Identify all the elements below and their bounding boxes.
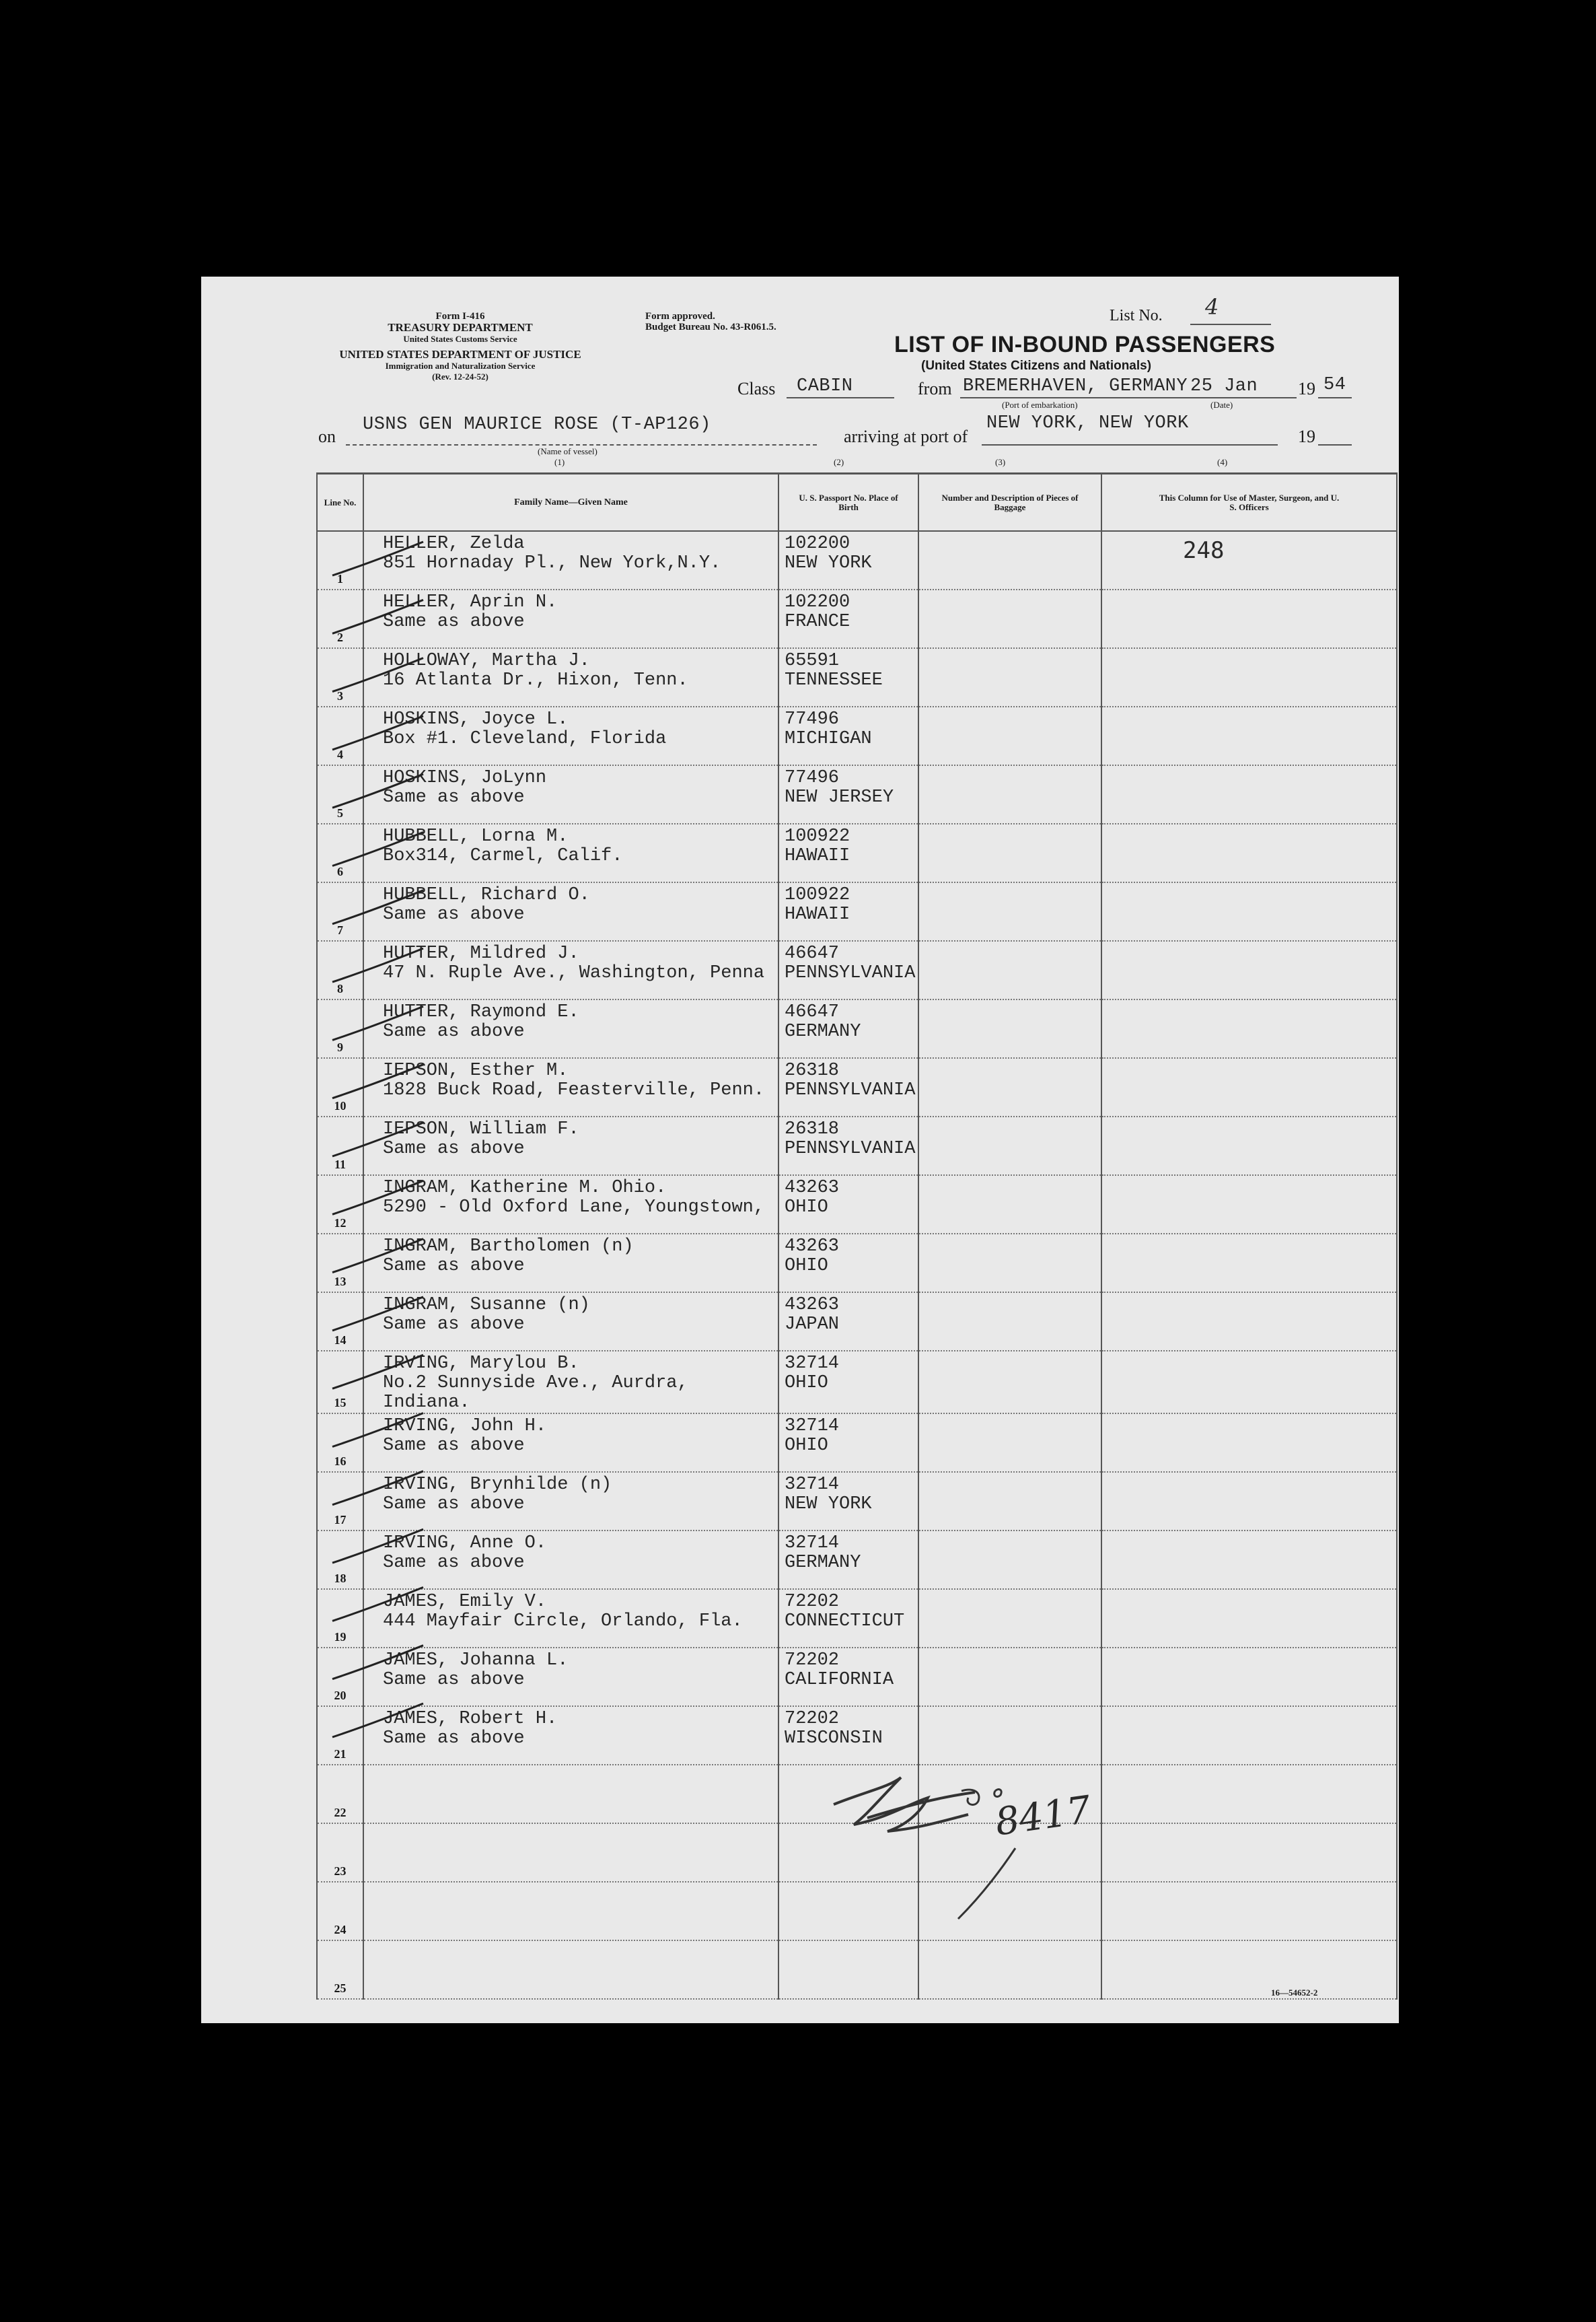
col-header-line: Line No. — [317, 474, 363, 532]
passenger-address: Same as above — [383, 1670, 525, 1690]
passenger-name: JAMES, Emily V. — [383, 1592, 547, 1612]
passenger-address: Box314, Carmel, Calif. — [383, 846, 623, 866]
passenger-address: Same as above — [383, 905, 525, 925]
date-value: 25 Jan — [1190, 376, 1258, 396]
check-mark — [332, 658, 423, 692]
check-mark — [332, 1646, 423, 1679]
passenger-name: HOLLOWAY, Martha J. — [383, 651, 590, 671]
passenger-name: HUTTER, Mildred J. — [383, 944, 579, 964]
passport-number: 26318 — [785, 1061, 840, 1081]
passport-number: 65591 — [785, 651, 840, 671]
place-of-birth: PENNSYLVANIA — [785, 963, 916, 983]
arriving-label: arriving at port of — [844, 427, 968, 446]
check-mark — [332, 1703, 423, 1737]
line-number: 7 — [337, 923, 343, 937]
passenger-address: 1828 Buck Road, Feasterville, Penn. — [383, 1080, 765, 1100]
passenger-name: INGRAM, Bartholomen (n) — [383, 1236, 634, 1257]
passport-number: 77496 — [785, 768, 840, 788]
passenger-address: Same as above — [383, 1436, 525, 1456]
check-mark — [332, 1239, 423, 1273]
passenger-address: Same as above — [383, 1494, 525, 1514]
passenger-address: No.2 Sunnyside Ave., Aurdra, Indiana. — [383, 1373, 688, 1413]
year-suffix: 54 — [1323, 375, 1346, 395]
passenger-address: Same as above — [383, 1139, 525, 1159]
passport-number: 43263 — [785, 1178, 840, 1198]
class-value: CABIN — [797, 376, 853, 396]
footer-code: 16—54652-2 — [1271, 1987, 1318, 1998]
col-header-name: Family Name—Given Name — [363, 474, 778, 532]
check-mark — [332, 716, 423, 750]
year-prefix: 19 — [1298, 379, 1315, 398]
line-number: 2 — [337, 631, 343, 644]
vessel-value: USNS GEN MAURICE ROSE (T-AP126) — [363, 415, 711, 435]
line-number: 14 — [334, 1333, 347, 1347]
place-of-birth: GERMANY — [785, 1553, 861, 1573]
passenger-name: IEPSON, Esther M. — [383, 1061, 569, 1081]
form-id: Form I-416 — [435, 311, 485, 322]
place-of-birth: GERMANY — [785, 1022, 861, 1042]
budget-bureau: Budget Bureau No. 43-R061.5. — [645, 322, 776, 332]
manifest-page — [201, 277, 1399, 2023]
place-of-birth: HAWAII — [785, 905, 850, 925]
col-header-officers: This Column for Use of Master, Surgeon, and U. S. Officers — [1101, 474, 1397, 532]
place-of-birth: MICHIGAN — [785, 729, 872, 749]
line-number: 15 — [334, 1396, 347, 1409]
passenger-name: HELLER, Aprin N. — [383, 592, 558, 612]
place-of-birth: OHIO — [785, 1373, 828, 1393]
line-number: 25 — [334, 1981, 347, 1995]
passenger-name: IRVING, John H. — [383, 1416, 547, 1436]
col-header-passport: U. S. Passport No. Place of Birth — [778, 474, 918, 532]
line-number: 10 — [334, 1099, 347, 1113]
form-approval: Form approved. — [645, 311, 715, 322]
passenger-address: 5290 - Old Oxford Lane, Youngstown, — [383, 1197, 765, 1218]
passenger-name: IEPSON, William F. — [383, 1119, 579, 1139]
passenger-address: 16 Atlanta Dr., Hixon, Tenn. — [383, 670, 688, 691]
col-num-2: (2) — [834, 457, 844, 467]
passenger-address: 851 Hornaday Pl., New York,N.Y. — [383, 553, 721, 573]
passenger-address: Same as above — [383, 1553, 525, 1573]
passenger-name: INGRAM, Katherine M. Ohio. — [383, 1178, 667, 1198]
passenger-name: HUBBELL, Lorna M. — [383, 826, 569, 847]
passport-number: 100922 — [785, 885, 850, 905]
place-of-birth: OHIO — [785, 1197, 828, 1218]
place-of-birth: OHIO — [785, 1436, 828, 1456]
place-of-birth: PENNSYLVANIA — [785, 1080, 916, 1100]
passport-number: 43263 — [785, 1236, 840, 1257]
check-mark — [332, 1006, 423, 1040]
passenger-name: JAMES, Robert H. — [383, 1709, 558, 1729]
passenger-address: 47 N. Ruple Ave., Washington, Penna — [383, 963, 765, 983]
line-number: 4 — [337, 748, 343, 761]
passenger-name: JAMES, Johanna L. — [383, 1650, 569, 1670]
passenger-name: HOSKINS, Joyce L. — [383, 709, 569, 730]
passport-number: 72202 — [785, 1592, 840, 1612]
class-label: Class — [737, 379, 776, 398]
place-of-birth: HAWAII — [785, 846, 850, 866]
check-mark — [332, 542, 423, 575]
line-number: 18 — [334, 1572, 347, 1585]
passport-number: 32714 — [785, 1353, 840, 1374]
passport-number: 26318 — [785, 1119, 840, 1139]
vessel-note: (Name of vessel) — [538, 446, 597, 456]
passenger-name: INGRAM, Susanne (n) — [383, 1295, 590, 1315]
passenger-name: IRVING, Anne O. — [383, 1533, 547, 1553]
line-number: 16 — [334, 1454, 347, 1468]
customs-service: United States Customs Service — [403, 334, 517, 344]
justice-department: UNITED STATES DEPARTMENT OF JUSTICE — [339, 348, 581, 361]
passport-number: 102200 — [785, 534, 850, 554]
passport-number: 46647 — [785, 944, 840, 964]
passenger-address: 444 Mayfair Circle, Orlando, Fla. — [383, 1611, 743, 1631]
col-num-1: (1) — [554, 457, 565, 467]
line-number: 24 — [334, 1923, 347, 1936]
check-mark — [332, 774, 423, 808]
list-no-value: 4 — [1205, 294, 1219, 320]
line-number: 1 — [337, 572, 343, 586]
place-of-birth: FRANCE — [785, 612, 850, 632]
line-number: 23 — [334, 1864, 347, 1878]
passport-number: 72202 — [785, 1650, 840, 1670]
place-of-birth: PENNSYLVANIA — [785, 1139, 916, 1159]
passenger-address: Same as above — [383, 1022, 525, 1042]
form-revision: (Rev. 12-24-52) — [432, 372, 488, 382]
line-number: 12 — [334, 1216, 347, 1230]
check-mark — [332, 1529, 423, 1563]
immigration-service: Immigration and Naturalization Service — [385, 361, 536, 371]
line-number: 3 — [337, 689, 343, 703]
col-header-baggage: Number and Description of Pieces of Baggage — [918, 474, 1101, 532]
check-mark — [332, 1355, 423, 1388]
officer-note: 248 — [1183, 537, 1225, 564]
check-marks — [201, 277, 1399, 2023]
passenger-name: HELLER, Zelda — [383, 534, 525, 554]
check-mark — [332, 1587, 423, 1621]
passport-number: 32714 — [785, 1475, 840, 1495]
page-subtitle: (United States Citizens and Nationals) — [921, 359, 1152, 373]
passenger-name: HOSKINS, JoLynn — [383, 768, 547, 788]
check-mark — [332, 1123, 423, 1156]
passenger-address: Same as above — [383, 787, 525, 808]
passport-number: 72202 — [785, 1709, 840, 1729]
treasury-department: TREASURY DEPARTMENT — [388, 321, 533, 334]
line-number: 13 — [334, 1275, 347, 1288]
date-note: (Date) — [1210, 400, 1233, 410]
passenger-name: IRVING, Brynhilde (n) — [383, 1475, 612, 1495]
on-label: on — [318, 427, 336, 446]
passport-number: 100922 — [785, 826, 850, 847]
check-mark — [332, 1181, 423, 1214]
passport-number: 32714 — [785, 1416, 840, 1436]
passenger-address: Box #1. Cleveland, Florida — [383, 729, 667, 749]
check-mark — [332, 1065, 423, 1098]
check-mark — [332, 948, 423, 982]
passenger-address: Same as above — [383, 1256, 525, 1276]
place-of-birth: NEW JERSEY — [785, 787, 894, 808]
arrival-port-value: NEW YORK, NEW YORK — [986, 413, 1189, 433]
passenger-address: Same as above — [383, 1314, 525, 1335]
passenger-address: Same as above — [383, 612, 525, 632]
col-num-4: (4) — [1217, 457, 1228, 467]
passenger-name: HUTTER, Raymond E. — [383, 1002, 579, 1022]
passenger-name: IRVING, Marylou B. — [383, 1353, 579, 1374]
line-number: 6 — [337, 865, 343, 878]
place-of-birth: OHIO — [785, 1256, 828, 1276]
passenger-name: HUBBELL, Richard O. — [383, 885, 590, 905]
page-title: LIST OF IN-BOUND PASSENGERS — [894, 332, 1276, 357]
passport-number: 102200 — [785, 592, 850, 612]
passenger-address: Same as above — [383, 1728, 525, 1749]
line-number: 21 — [334, 1747, 347, 1761]
line-number: 5 — [337, 806, 343, 820]
port-embarkation-note: (Port of embarkation) — [1002, 400, 1078, 410]
check-mark — [332, 1413, 423, 1447]
line-number: 20 — [334, 1689, 347, 1702]
check-mark — [332, 600, 423, 633]
place-of-birth: NEW YORK — [785, 1494, 872, 1514]
place-of-birth: JAPAN — [785, 1314, 840, 1335]
line-number: 9 — [337, 1041, 343, 1054]
col-num-3: (3) — [995, 457, 1006, 467]
from-label: from — [918, 379, 952, 398]
check-mark — [332, 1471, 423, 1505]
line-number: 8 — [337, 982, 343, 995]
line-number: 19 — [334, 1630, 347, 1644]
line-number: 22 — [334, 1806, 347, 1819]
passport-number: 77496 — [785, 709, 840, 730]
passport-number: 32714 — [785, 1533, 840, 1553]
check-mark — [332, 833, 423, 866]
place-of-birth: NEW YORK — [785, 553, 872, 573]
handwritten-number: 8417 — [992, 1788, 1094, 1845]
passport-number: 46647 — [785, 1002, 840, 1022]
place-of-birth: CONNECTICUT — [785, 1611, 905, 1631]
year2-prefix: 19 — [1298, 427, 1315, 446]
check-mark — [332, 1297, 423, 1331]
list-no-label: List No. — [1110, 307, 1163, 324]
line-number: 17 — [334, 1513, 347, 1526]
place-of-birth: WISCONSIN — [785, 1728, 883, 1749]
passport-number: 43263 — [785, 1295, 840, 1315]
from-value: BREMERHAVEN, GERMANY — [963, 376, 1188, 396]
check-mark — [332, 890, 423, 924]
place-of-birth: CALIFORNIA — [785, 1670, 894, 1690]
line-number: 11 — [334, 1158, 346, 1171]
place-of-birth: TENNESSEE — [785, 670, 883, 691]
